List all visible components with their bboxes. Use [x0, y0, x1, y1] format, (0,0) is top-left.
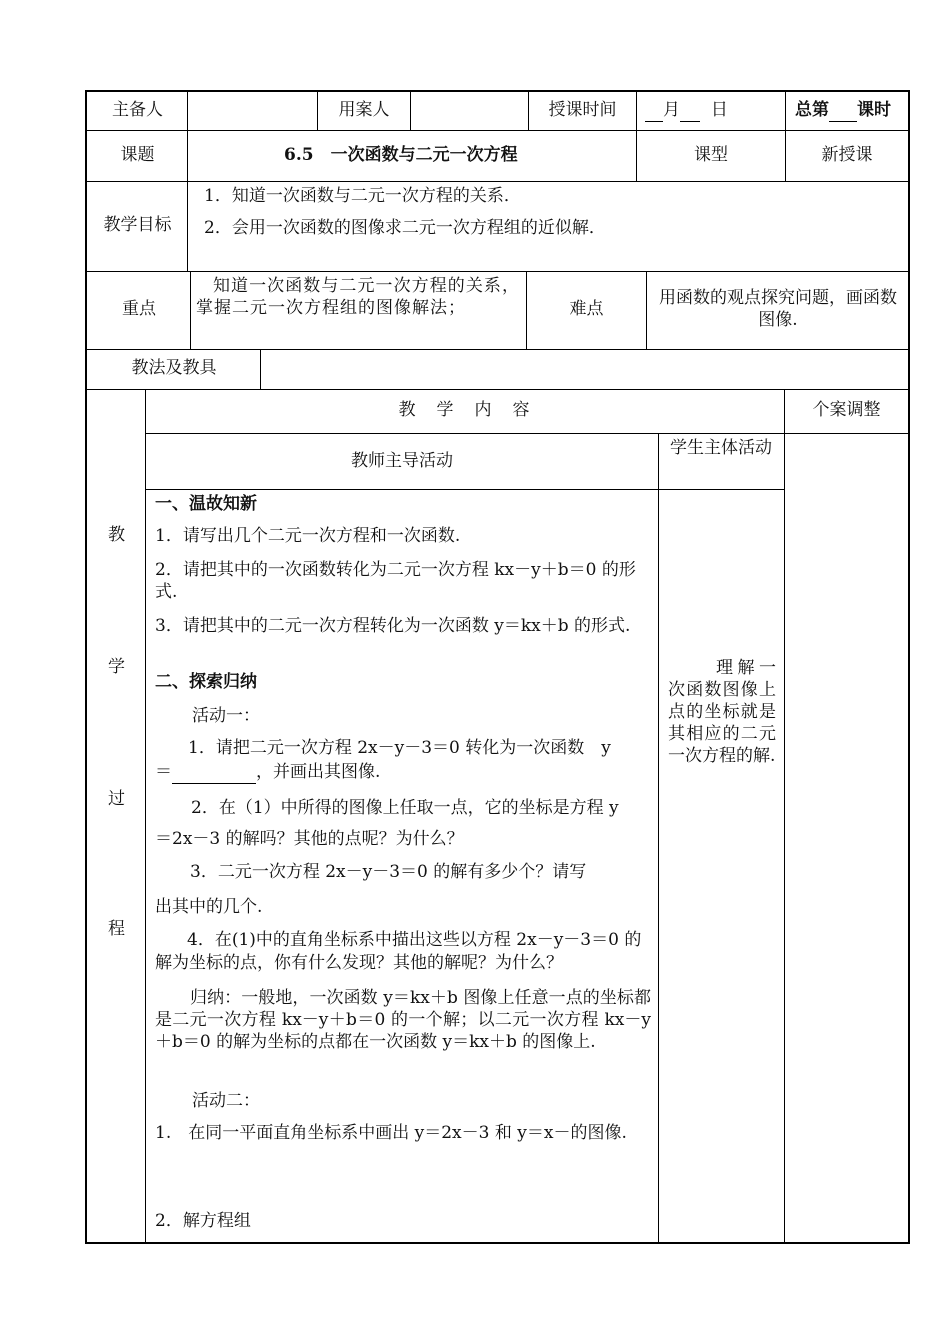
day-label: 日	[710, 100, 728, 120]
goal-item-1: 1．知道一次函数与二元一次方程的关系．	[204, 186, 521, 206]
activity-2-item-2: 2．解方程组	[155, 1211, 251, 1231]
col-divider	[187, 90, 188, 181]
methods-label: 教法及教具	[131, 358, 217, 378]
user-label: 用案人	[338, 100, 390, 120]
process-char-3: 过	[108, 789, 125, 809]
student-note: 理解一次函数图像上点的坐标就是其相应的二元一次方程的解.	[668, 658, 776, 766]
table-border	[908, 90, 910, 1244]
col-divider	[636, 90, 637, 181]
activity-2-item-1: 1. 在同一平面直角坐标系中画出 y＝2x－3 和 y＝x－的图像.	[155, 1123, 627, 1143]
activity-2-label: 活动二：	[192, 1091, 260, 1111]
row-divider	[85, 349, 910, 350]
process-char-2: 学	[108, 657, 125, 677]
topic-label: 课题	[120, 145, 155, 165]
col-divider	[145, 389, 146, 1243]
lesson-type-value: 新授课	[821, 145, 873, 165]
col-divider	[187, 181, 188, 271]
col-divider	[785, 90, 786, 181]
month-label: 月	[663, 100, 680, 120]
process-char-1: 教	[108, 525, 125, 545]
student-header: 学生主体活动	[670, 438, 772, 458]
col-divider	[784, 389, 785, 1243]
key-points-label: 重点	[122, 299, 156, 319]
equals-sign: ＝	[155, 762, 172, 782]
preparer-label: 主备人	[112, 100, 163, 120]
row-divider	[85, 130, 910, 131]
item-1-tail: ，并画出其图像.	[256, 762, 381, 782]
activity-1-item-4: 4．在(1)中的直角坐标系中描出这些以方程 2x－y－3＝0 的解为坐标的点，你有什么发现？其他的解呢？为什么？	[155, 930, 642, 973]
time-label: 授课时间	[548, 100, 617, 120]
row-divider	[145, 433, 910, 434]
review-q1: 1．请写出几个二元一次方程和一次函数.	[155, 526, 461, 546]
col-divider	[260, 349, 261, 389]
table-border	[85, 90, 910, 92]
date-field[interactable]	[645, 99, 728, 122]
teacher-header: 教师主导活动	[351, 451, 453, 471]
goals-label: 教学目标	[103, 215, 172, 235]
total-blank[interactable]	[829, 99, 857, 122]
total-prefix: 总第	[795, 100, 829, 120]
section-2-title: 二、探索归纳	[155, 672, 257, 692]
activity-1-item-1: 1．请把二元一次方程 2x－y－3＝0 转化为一次函数 y	[188, 738, 611, 758]
total-suffix: 课时	[857, 100, 891, 120]
row-divider	[85, 271, 910, 272]
activity-1-item-1-cont	[155, 761, 380, 784]
section-1-title: 一、温故知新	[155, 494, 257, 514]
activity-1-item-2: 2．在（1）中所得的图像上任取一点，它的坐标是方程 y＝2x－3 的解吗？其他的点呢？为什么？	[155, 798, 619, 849]
answer-blank[interactable]	[172, 761, 256, 784]
col-divider	[646, 271, 647, 349]
activity-1-label: 活动一：	[192, 706, 260, 726]
summary-text: 归纳：一般地，一次函数 y＝kx＋b 图像上任意一点的坐标都是二元一次方程 kx－y＋b＝0 的一个解；以二元一次方程 kx－y＋b＝0 的解为坐标的点都在一次函数 y＝kx＋b 的图像上.	[155, 988, 651, 1052]
day-blank[interactable]	[680, 99, 700, 122]
topic-value: 6.5 一次函数与二元一次方程	[284, 145, 518, 165]
review-q2: 2．请把其中的一次函数转化为二元一次方程 kx－y＋b＝0 的形式.	[155, 560, 636, 602]
goal-item-2: 2．会用一次函数的图像求二元一次方程组的近似解．	[204, 218, 606, 238]
activity-1-item-3b: 出其中的几个.	[155, 897, 263, 917]
col-divider	[410, 90, 411, 130]
content-header: 教 学 内 容	[398, 400, 532, 420]
row-divider	[85, 181, 910, 182]
difficulty-label: 难点	[569, 299, 604, 319]
process-char-4: 程	[108, 919, 125, 939]
row-divider	[85, 389, 910, 390]
adjust-header: 个案调整	[812, 400, 881, 420]
review-q3: 3．请把其中的二元一次方程转化为一次函数 y＝kx＋b 的形式.	[155, 616, 631, 636]
key-points-value: 知道一次函数与二元一次方程的关系，掌握二元一次方程组的图像解法；	[196, 276, 520, 318]
difficulty-value: 用函数的观点探究问题，画函数图像.	[659, 288, 897, 330]
lesson-type-label: 课型	[694, 145, 728, 165]
table-border	[85, 1242, 910, 1244]
total-periods	[795, 99, 891, 122]
col-divider	[190, 271, 191, 349]
table-border	[85, 90, 87, 1244]
row-divider	[145, 489, 785, 490]
activity-1-item-3a: 3．二元一次方程 2x－y－3＝0 的解有多少个？请写	[190, 862, 587, 882]
month-blank[interactable]	[645, 99, 663, 122]
